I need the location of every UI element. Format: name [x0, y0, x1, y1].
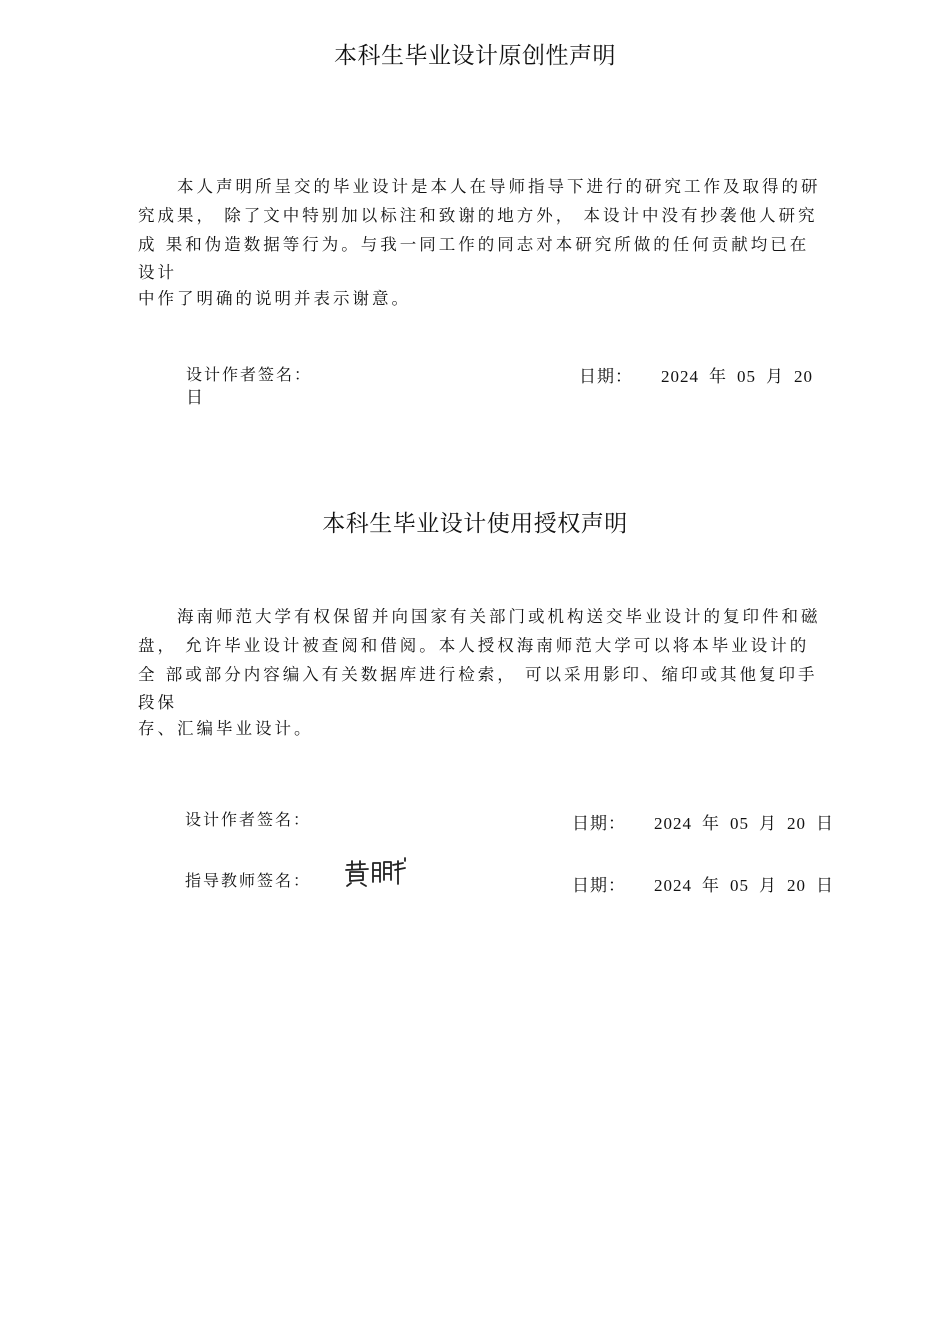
date-day: 20 [787, 876, 806, 895]
authorization-author-date [572, 809, 834, 834]
originality-title: 本科生毕业设计原创性声明 [334, 43, 616, 69]
authorization-advisor-date [572, 871, 834, 896]
day-unit: 日 [816, 814, 834, 833]
date-day: 20 [794, 367, 813, 386]
date-month: 05 [730, 814, 749, 833]
date-year: 2024 [661, 367, 699, 386]
year-unit: 年 [702, 814, 720, 833]
date-year: 2024 [654, 876, 692, 895]
authorization-line-1: 海南师范大学有权保留并向国家有关部门或机构送交毕业设计的复印件和磁 [138, 607, 821, 626]
originality-date-day-unit: 日 [186, 388, 204, 407]
authorization-advisor-signature-label: 指导教师签名： [185, 871, 312, 890]
year-unit: 年 [702, 876, 720, 895]
year-unit: 年 [709, 367, 727, 386]
authorization-line-2: 盘， 允许毕业设计被查阅和借阅。本人授权海南师范大学可以将本毕业设计的 [138, 636, 810, 655]
originality-line-1: 本人声明所呈交的毕业设计是本人在导师指导下进行的研究工作及取得的研 [138, 177, 821, 196]
date-year: 2024 [654, 814, 692, 833]
month-unit: 月 [759, 814, 777, 833]
date-label: 日期： [572, 876, 626, 895]
day-unit: 日 [816, 876, 834, 895]
authorization-author-signature-label: 设计作者签名： [185, 810, 312, 829]
originality-line-2: 究成果， 除了文中特别加以标注和致谢的地方外， 本设计中没有抄袭他人研究 [138, 206, 818, 225]
originality-line-5: 中作了明确的说明并表示谢意。 [138, 289, 411, 308]
month-unit: 月 [766, 367, 784, 386]
date-month: 05 [730, 876, 749, 895]
advisor-handwritten-signature [343, 856, 409, 888]
authorization-line-4: 段保 [138, 693, 177, 712]
date-day: 20 [787, 814, 806, 833]
date-label: 日期： [579, 367, 633, 386]
originality-author-signature-label: 设计作者签名： [186, 365, 313, 384]
authorization-line-5: 存、汇编毕业设计。 [138, 719, 314, 738]
date-label: 日期： [572, 814, 626, 833]
originality-date [579, 362, 813, 387]
authorization-line-3: 全 部或部分内容编入有关数据库进行检索， 可以采用影印、缩印或其他复印手 [138, 665, 818, 684]
originality-line-3: 成 果和伪造数据等行为。与我一同工作的同志对本研究所做的任何贡献均已在 [138, 235, 810, 254]
originality-line-4: 设计 [138, 263, 177, 282]
authorization-title: 本科生毕业设计使用授权声明 [322, 511, 628, 537]
month-unit: 月 [759, 876, 777, 895]
date-month: 05 [737, 367, 756, 386]
